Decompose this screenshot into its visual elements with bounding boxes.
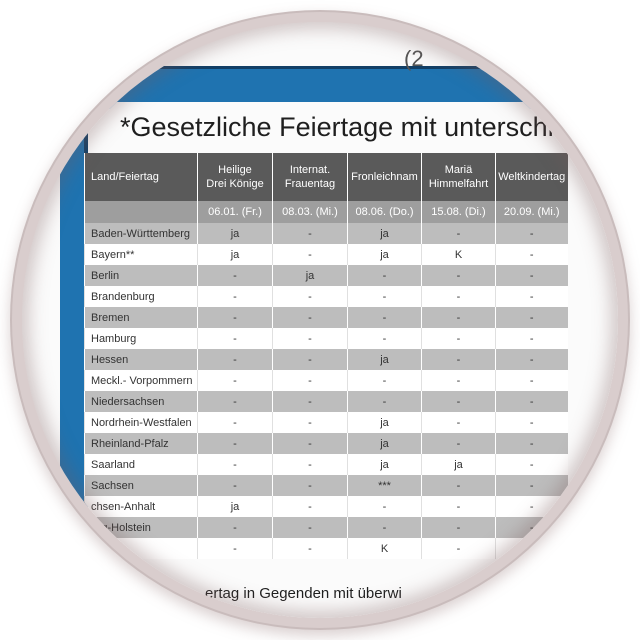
table-row <box>85 286 568 307</box>
holiday-status-cell: - <box>198 349 273 370</box>
table-row <box>85 412 568 433</box>
holiday-status-cell: - <box>422 328 496 349</box>
holiday-status-cell: - <box>422 475 496 496</box>
date-cell: 06.01. (Fr.) <box>198 201 273 223</box>
holiday-status-cell: - <box>348 328 422 349</box>
holiday-status-cell: - <box>198 517 273 538</box>
holiday-status-cell: - <box>273 370 348 391</box>
table-row <box>85 433 568 454</box>
holiday-status-cell: - <box>496 433 568 454</box>
holiday-status-cell: - <box>496 244 568 265</box>
state-name-cell: Rheinland-Pfalz <box>85 433 198 454</box>
state-name-cell: Hamburg <box>85 328 198 349</box>
holiday-status-cell: - <box>496 349 568 370</box>
holiday-status-cell: - <box>422 517 496 538</box>
holiday-status-cell: - <box>422 349 496 370</box>
date-cell: 20.09. (Mi.) <box>496 201 568 223</box>
holiday-status-cell: K <box>348 538 422 559</box>
holiday-status-cell: - <box>273 328 348 349</box>
holiday-status-cell: - <box>273 412 348 433</box>
date-cell <box>85 201 198 223</box>
holiday-status-cell: - <box>496 286 568 307</box>
holiday-status-cell: - <box>348 496 422 517</box>
state-name-cell: Brandenburg <box>85 286 198 307</box>
holiday-status-cell: - <box>422 370 496 391</box>
holiday-status-cell: - <box>496 265 568 286</box>
holiday-status-cell: - <box>198 307 273 328</box>
holiday-status-cell: - <box>496 517 568 538</box>
holiday-status-cell: - <box>348 370 422 391</box>
table-row <box>85 265 568 286</box>
holiday-status-cell: - <box>273 454 348 475</box>
holiday-status-cell: - <box>496 475 568 496</box>
table-row <box>85 244 568 265</box>
holiday-status-cell: - <box>422 412 496 433</box>
holiday-status-cell: - <box>198 265 273 286</box>
table-row <box>85 391 568 412</box>
holiday-status-cell: - <box>496 496 568 517</box>
holiday-status-cell: - <box>273 349 348 370</box>
holiday-status-cell: ja <box>348 349 422 370</box>
column-header: Land/Feiertag <box>85 153 198 201</box>
table-row <box>85 496 568 517</box>
holiday-status-cell: - <box>273 286 348 307</box>
holiday-status-cell: - <box>422 286 496 307</box>
date-cell: 08.03. (Mi.) <box>273 201 348 223</box>
holiday-status-cell: - <box>496 223 568 244</box>
holiday-status-cell: ja <box>348 244 422 265</box>
holiday-status-cell: - <box>273 433 348 454</box>
holiday-status-cell: - <box>422 538 496 559</box>
holiday-status-cell: - <box>198 391 273 412</box>
holiday-status-cell: - <box>496 454 568 475</box>
table-row <box>85 328 568 349</box>
holiday-status-cell: - <box>348 286 422 307</box>
holiday-status-cell: - <box>198 286 273 307</box>
state-name-cell: Nordrhein-Westfalen <box>85 412 198 433</box>
holiday-status-cell: - <box>496 412 568 433</box>
column-header: Heilige Drei Könige <box>198 153 273 201</box>
date-cell: 08.06. (Do.) <box>348 201 422 223</box>
holiday-status-cell: - <box>496 307 568 328</box>
holiday-status-cell: - <box>198 475 273 496</box>
table-row <box>85 307 568 328</box>
state-name-cell: Niedersachsen <box>85 391 198 412</box>
table-body <box>85 223 568 559</box>
holiday-status-cell: - <box>198 412 273 433</box>
table-header-row <box>85 153 568 201</box>
holiday-status-cell: - <box>422 265 496 286</box>
holiday-status-cell: - <box>198 454 273 475</box>
table-row <box>85 349 568 370</box>
column-header: Fronleichnam <box>348 153 422 201</box>
holiday-status-cell: ja <box>348 433 422 454</box>
column-header: Mariä Himmelfahrt <box>422 153 496 201</box>
table-row <box>85 475 568 496</box>
holiday-status-cell: ja <box>198 223 273 244</box>
holiday-status-cell: ja <box>348 454 422 475</box>
holiday-status-cell: ja <box>273 265 348 286</box>
holiday-status-cell: ja <box>348 412 422 433</box>
holiday-status-cell: - <box>422 223 496 244</box>
holiday-status-cell: - <box>273 391 348 412</box>
holiday-status-cell: - <box>273 223 348 244</box>
date-row <box>85 201 568 223</box>
table-row <box>85 454 568 475</box>
holiday-status-cell: - <box>273 475 348 496</box>
state-name-cell: Hessen <box>85 349 198 370</box>
holiday-status-cell: ja <box>198 244 273 265</box>
holiday-status-cell: - <box>496 370 568 391</box>
table-row <box>85 223 568 244</box>
holiday-status-cell: - <box>198 538 273 559</box>
state-name-cell: Baden-Württemberg <box>85 223 198 244</box>
holiday-status-cell: - <box>422 496 496 517</box>
holiday-status-cell: - <box>422 391 496 412</box>
holiday-status-cell: - <box>348 265 422 286</box>
left-band <box>60 100 86 580</box>
holiday-status-cell: - <box>273 496 348 517</box>
holiday-status-cell: - <box>496 538 568 559</box>
holiday-status-cell: - <box>198 328 273 349</box>
holiday-status-cell: ja <box>348 223 422 244</box>
holiday-status-cell: - <box>273 307 348 328</box>
holiday-status-cell: - <box>273 538 348 559</box>
page-title: *Gesetzliche Feiertage mit unterschi <box>120 112 554 142</box>
state-name-cell: Bremen <box>85 307 198 328</box>
column-header: Internat. Frauentag <box>273 153 348 201</box>
holiday-status-cell: - <box>422 307 496 328</box>
state-name-cell: Berlin <box>85 265 198 286</box>
table-row <box>85 538 568 559</box>
state-name-cell: wig-Holstein <box>85 517 198 538</box>
holiday-status-cell: - <box>348 391 422 412</box>
column-header: Weltkindertag <box>496 153 568 201</box>
magnifier-lens <box>22 22 618 618</box>
holiday-status-cell: - <box>198 370 273 391</box>
holiday-status-cell: - <box>273 517 348 538</box>
state-name-cell: Saarland <box>85 454 198 475</box>
table-row <box>85 517 568 538</box>
state-name-cell: Sachsen <box>85 475 198 496</box>
holiday-status-cell: - <box>348 307 422 328</box>
state-name-cell: Meckl.- Vorpommern <box>85 370 198 391</box>
top-text-fragment: (2 <box>404 46 424 71</box>
holiday-status-cell: *** <box>348 475 422 496</box>
date-cell: 15.08. (Di.) <box>422 201 496 223</box>
holiday-status-cell: - <box>273 244 348 265</box>
holiday-status-cell: - <box>496 391 568 412</box>
holiday-table <box>84 153 568 559</box>
footnote: ertag in Gegenden mit überwi <box>205 585 402 602</box>
document-page <box>22 22 618 618</box>
holiday-status-cell: ja <box>422 454 496 475</box>
state-name-cell: chsen-Anhalt <box>85 496 198 517</box>
holiday-status-cell: - <box>198 433 273 454</box>
holiday-status-cell: - <box>496 328 568 349</box>
holiday-status-cell: - <box>348 517 422 538</box>
holiday-status-cell: K <box>422 244 496 265</box>
table-row <box>85 370 568 391</box>
state-name-cell <box>85 538 198 559</box>
state-name-cell: Bayern** <box>85 244 198 265</box>
holiday-status-cell: ja <box>198 496 273 517</box>
holiday-status-cell: - <box>422 433 496 454</box>
